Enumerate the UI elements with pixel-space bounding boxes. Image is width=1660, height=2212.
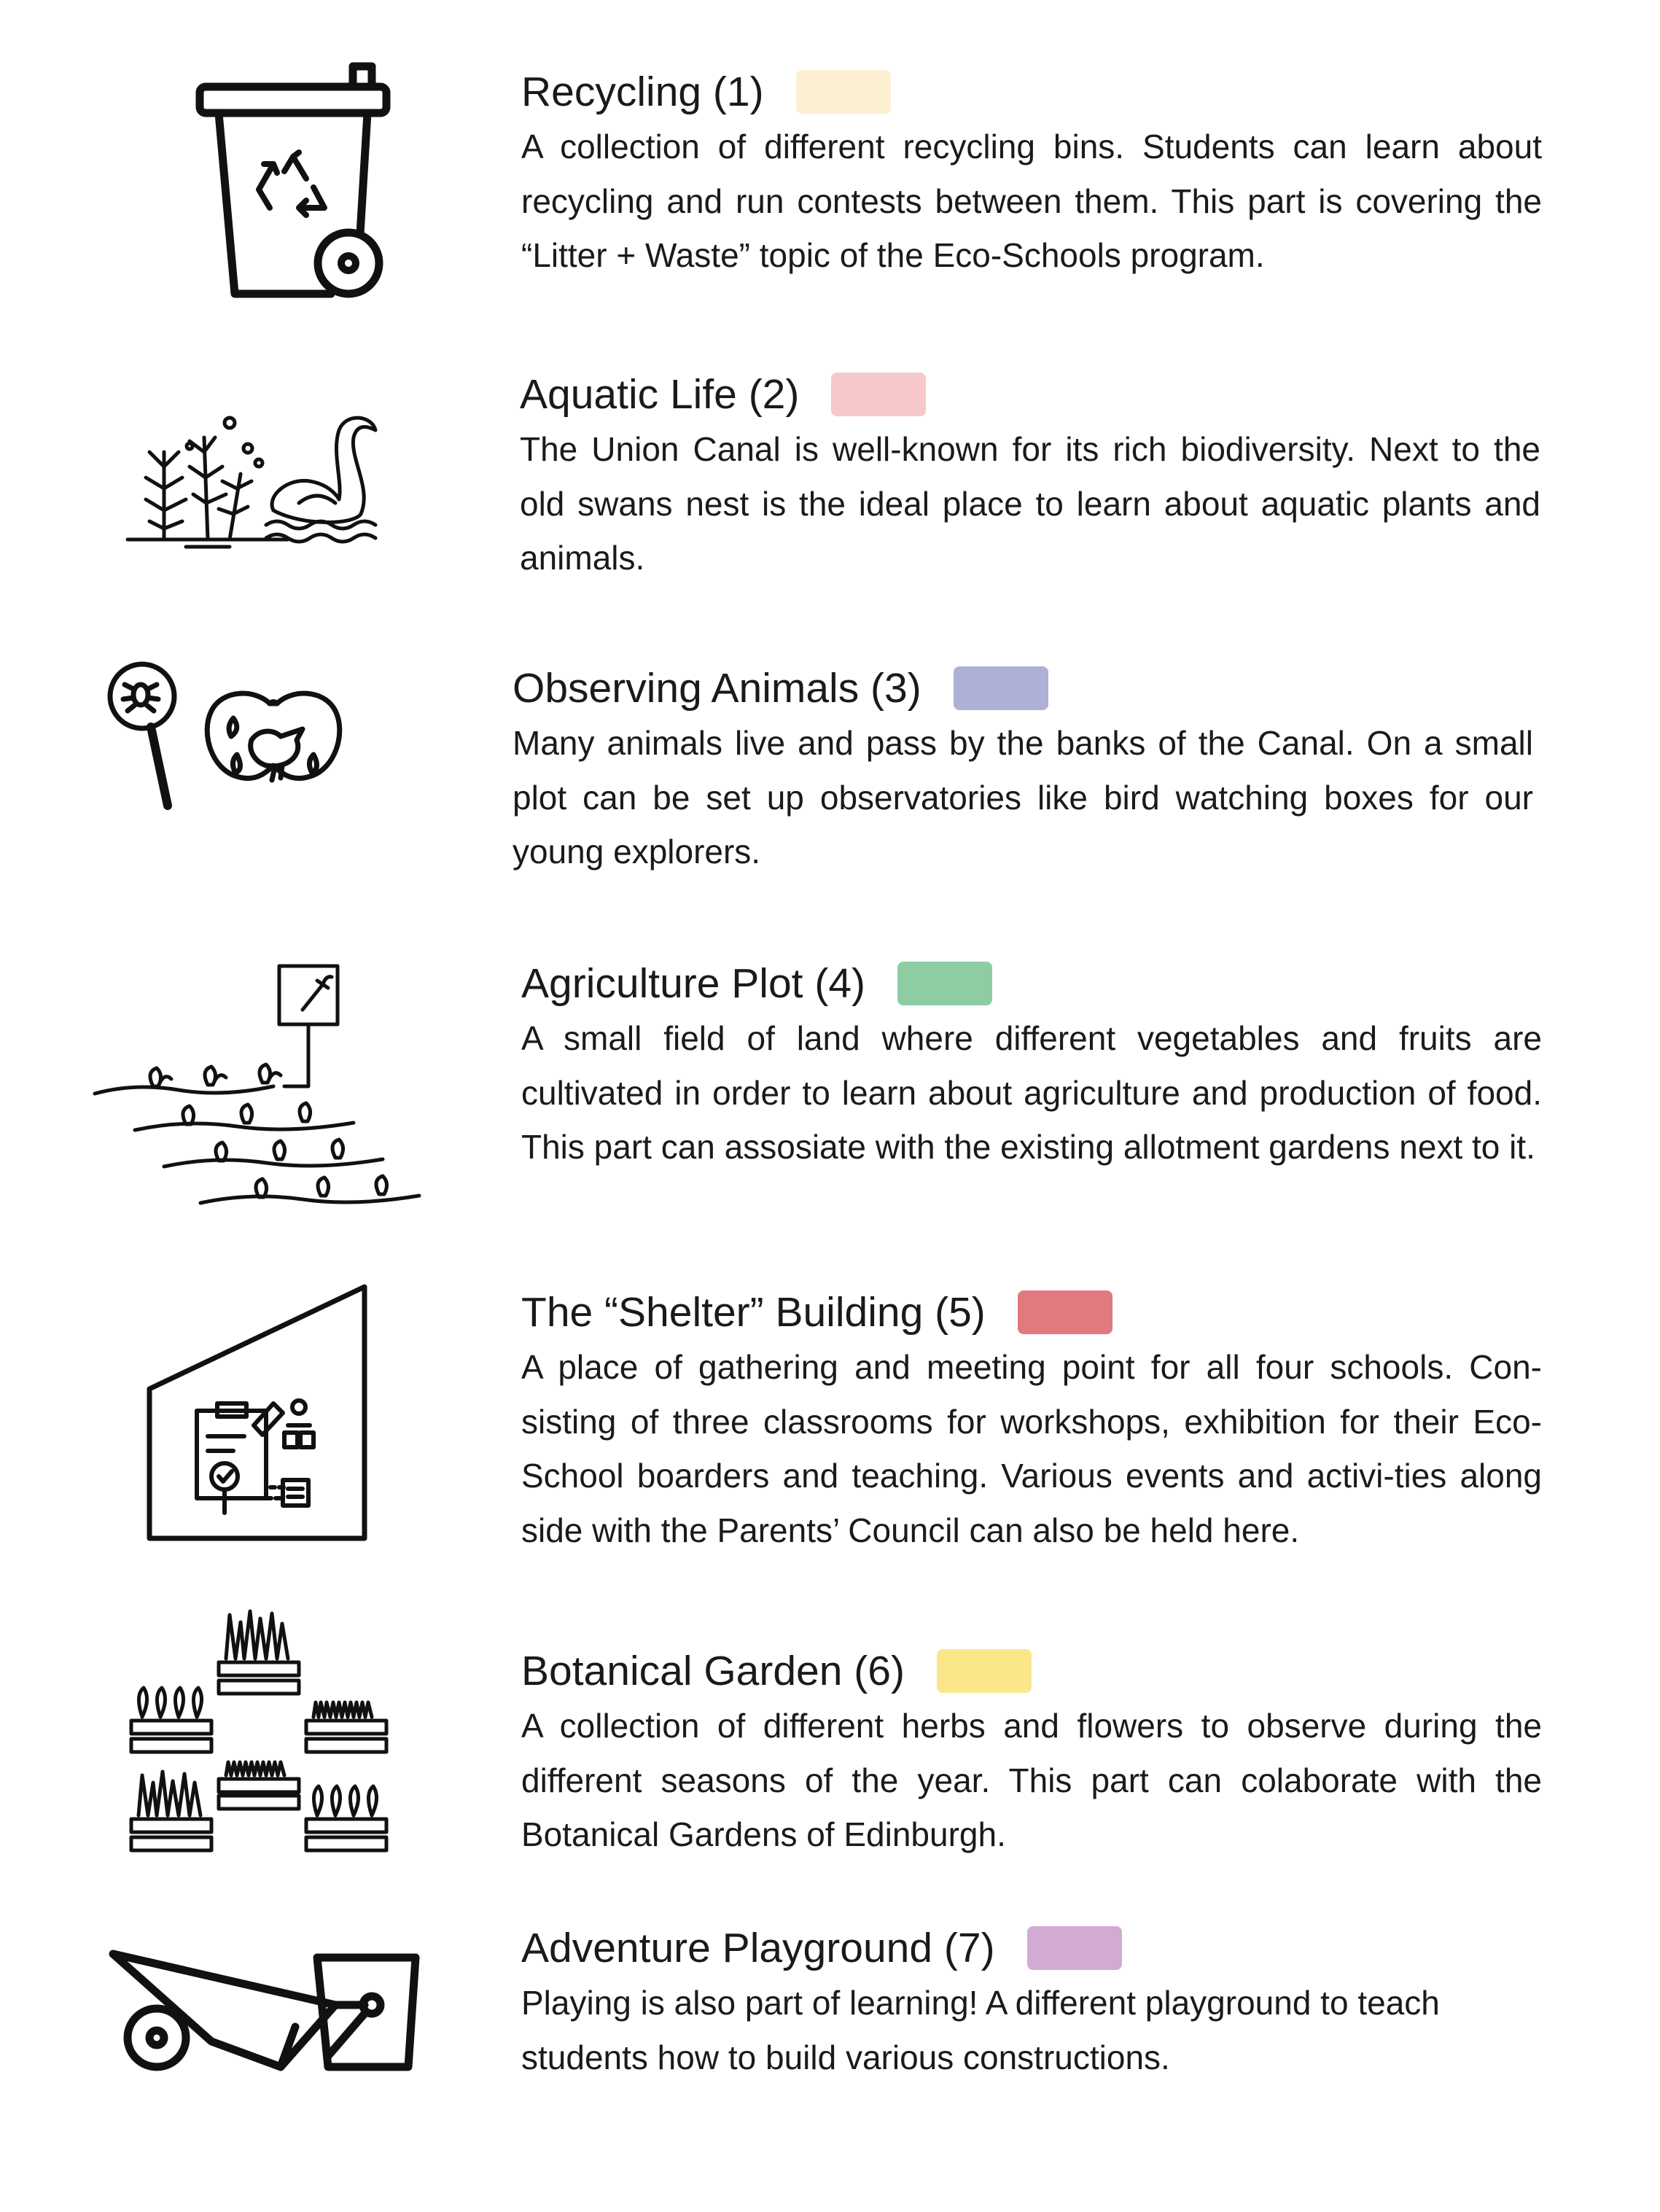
- color-swatch: [954, 666, 1048, 710]
- section-description: A collection of different herbs and flowers to observe during the different seasons of the year. This part can colaborate with the Botanical Gardens of Edinburgh.: [521, 1707, 1542, 1853]
- color-swatch: [1018, 1290, 1112, 1334]
- section-description: Playing is also part of learning! A different playground to teach students how to build various constructions.: [521, 1984, 1440, 2076]
- wheelbarrow-bucket-icon: [109, 1947, 423, 2078]
- section-title: Botanical Garden (6): [521, 1648, 905, 1694]
- text-block: [521, 1920, 1542, 2084]
- color-swatch: [897, 962, 992, 1005]
- aquatic-plants-swan-icon: [120, 408, 405, 547]
- color-swatch: [1027, 1926, 1122, 1970]
- planter-boxes-icon: [128, 1608, 394, 1855]
- color-swatch: [831, 373, 926, 416]
- agriculture-field-icon: [91, 962, 419, 1210]
- section-title: The “Shelter” Building (5): [521, 1289, 986, 1336]
- text-block: [521, 1643, 1542, 1862]
- section-description: A small field of land where different vegetables and fruits are cultivated in order to learn about agriculture and production of food. This part can assosiate with the existing allotment gardens next to it.: [521, 1019, 1542, 1166]
- section-title: Adventure Playground (7): [521, 1925, 995, 1971]
- color-swatch: [796, 70, 891, 114]
- text-block: [513, 661, 1533, 879]
- section-title: Aquatic Life (2): [520, 371, 800, 418]
- section-description: A collection of different recycling bins. Students can learn about recycling and run contests between them. This part is covering the “Litter + Waste” topic of the Eco-Schools program.: [521, 128, 1542, 274]
- text-block: [520, 367, 1540, 585]
- magnifier-binoculars-bird-icon: [106, 660, 412, 817]
- color-swatch: [937, 1649, 1032, 1693]
- text-block: [521, 64, 1542, 283]
- text-block: [521, 1285, 1542, 1557]
- section-title: Agriculture Plot (4): [521, 960, 866, 1007]
- shelter-building-icon: [146, 1283, 372, 1542]
- text-block: [521, 956, 1542, 1175]
- section-description: A place of gathering and meeting point for all four schools. Con-sisting of three classrooms for workshops, exhibition for their Eco-School boarders and teaching. Various events and activi-ties along side with the Parents’ Council can also be held here.: [521, 1348, 1542, 1549]
- section-description: Many animals live and pass by the banks of the Canal. On a small plot can be set up observatories like bird watching boxes for our young explorers.: [513, 724, 1533, 871]
- recycling-bin-icon: [197, 62, 394, 306]
- section-title: Recycling (1): [521, 69, 764, 115]
- section-title: Observing Animals (3): [513, 665, 921, 712]
- section-description: The Union Canal is well-known for its rich biodiversity. Next to the old swans nest is the ideal place to learn about aquatic plants and animals.: [520, 430, 1540, 577]
